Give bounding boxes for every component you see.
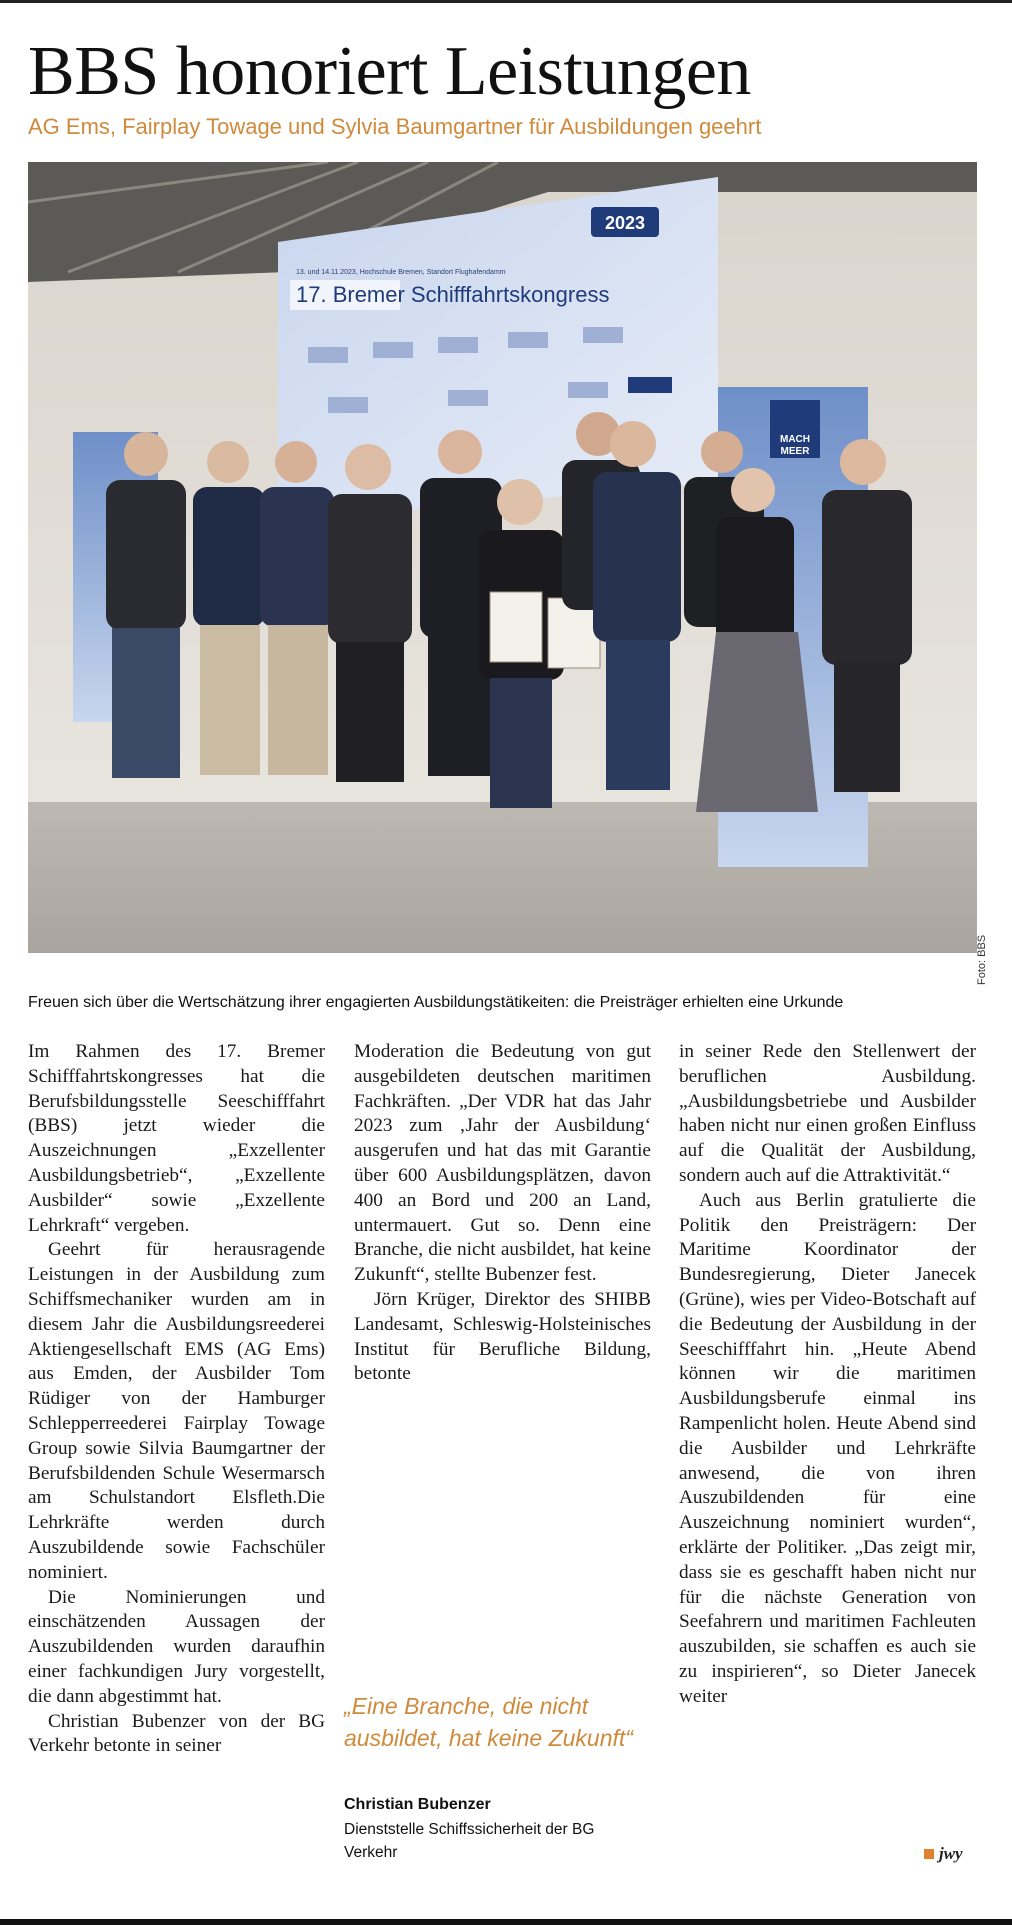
paragraph: Moderation die Bedeutung von gut ausgebildeten deutschen maritimen Fachkräften. „Der VDR hat das Jahr 2023 zum ‚Jahr der Ausbildung‘ ausgerufen und hat das mit Garantie über 600 Ausbildungsplätzen, davon 400 an Bord und 200 an Land, untermauert. Gut so. Denn eine Branche, die nicht ausbildet, hat keine Zukunft“, stellte Bubenzer fest. xyxy=(354,1041,651,1286)
paragraph: Christian Bubenzer von der BG Verkehr betonte in seiner xyxy=(28,1710,325,1757)
article-photo xyxy=(28,162,977,953)
paragraph: Die Nominierungen und einschätzenden Aussagen der Auszubildenden wurden daraufhin einer fachkundigen Jury vorgestellt, die dann abgestimmt hat. xyxy=(28,1586,325,1707)
paragraph: Jörn Krüger, Direktor des SHIBB Landesamt, Schleswig-Holsteinisches Institut für Berufliche Bildung, betonte xyxy=(354,1288,651,1385)
standee-logo-line2: MEER xyxy=(780,446,810,457)
pull-quote: „Eine Branche, die nicht ausbildet, hat keine Zukunft“ xyxy=(344,1693,633,1751)
banner-title: 17. Bremer Schifffahrtskongress xyxy=(296,282,610,307)
signature-square-icon xyxy=(924,1849,934,1859)
pull-quote-author: Christian Bubenzer xyxy=(344,1796,491,1813)
photo-caption: Freuen sich über die Wertschätzung ihrer engagierten Ausbildungstätikeiten: die Preisträger erhielten eine Urkunde xyxy=(28,994,844,1011)
standee-logo-line1: MACH xyxy=(780,434,810,445)
paragraph: Geehrt für herausragende Leistungen in der Ausbildung zum Schiffsmechaniker wurden am in diesem Jahr die Ausbildungsreederei Aktiengesellschaft EMS (AG Ems) aus Emden, der Ausbilder Tom Rüdiger von der Hamburger Schlepperreederei Fairplay Towage Group sowie Silvia Baumgartner der Berufsbildenden Schule Wesermarsch am Schulstandort Elsfleth.Die Lehrkräfte werden durch Auszubildende sowie Fachschüler nominiert. xyxy=(28,1239,325,1583)
article-column-3 xyxy=(679,1040,976,1710)
author-signature: jwy xyxy=(924,1844,963,1864)
banner-subtitle: 13. und 14.11.2023, Hochschule Bremen, Standort Flughafendamm xyxy=(296,269,506,276)
subheadline: AG Ems, Fairplay Towage und Sylvia Baumgartner für Ausbildungen geehrt xyxy=(28,114,762,139)
bottom-rule xyxy=(0,1919,1012,1925)
headline: BBS honoriert Leistungen xyxy=(28,33,751,110)
article-column-2 xyxy=(354,1040,651,1387)
banner-year: 2023 xyxy=(604,213,646,233)
paragraph: Auch aus Berlin gratulierte die Politik den Preisträgern: Der Maritime Koordinator der Bundesregierung, Dieter Janecek (Grüne), wies per Video-Botschaft auf die Bedeutung der Ausbildung in der Seeschifffahrt hin. „Heute Abend können wir die maritimen Ausbildungsberufe einmal ins Rampenlicht holen. Heute Abend sind die Ausbilder und Lehrkräfte anwesend, die von ihren Auszubildenden für eine Auszeichnung nominiert wurden“, erklärte der Politiker. „Das zeigt mir, dass sie es geschafft haben nicht nur für die nächste Generation von Seefahrern und maritimen Fachleuten auszubilden, sie schaffen es auch sie zu inspirieren“, so Dieter Janecek weiter xyxy=(679,1189,976,1707)
article-column-1 xyxy=(28,1040,325,1759)
paragraph: in seiner Rede den Stellenwert der beruflichen Ausbildung. „Ausbildungsbetriebe und Ausbilder haben nicht nur einen großen Einfluss auf die Qualität der Ausbildung, sondern auch auf die Attraktivität.“ xyxy=(679,1041,976,1186)
paragraph: Im Rahmen des 17. Bremer Schifffahrtskongresses hat die Berufsbildungsstelle Seeschifffahrt (BBS) jetzt wieder die Auszeichnungen „Exzellenter Ausbildungsbetrieb“, „Exzellente Ausbilder“ sowie „Exzellente Lehrkraft“ vergeben. xyxy=(28,1041,325,1236)
top-rule xyxy=(0,0,1012,3)
pull-quote-role: Dienststelle Schiffssicherheit der BG Verkehr xyxy=(344,1821,595,1861)
